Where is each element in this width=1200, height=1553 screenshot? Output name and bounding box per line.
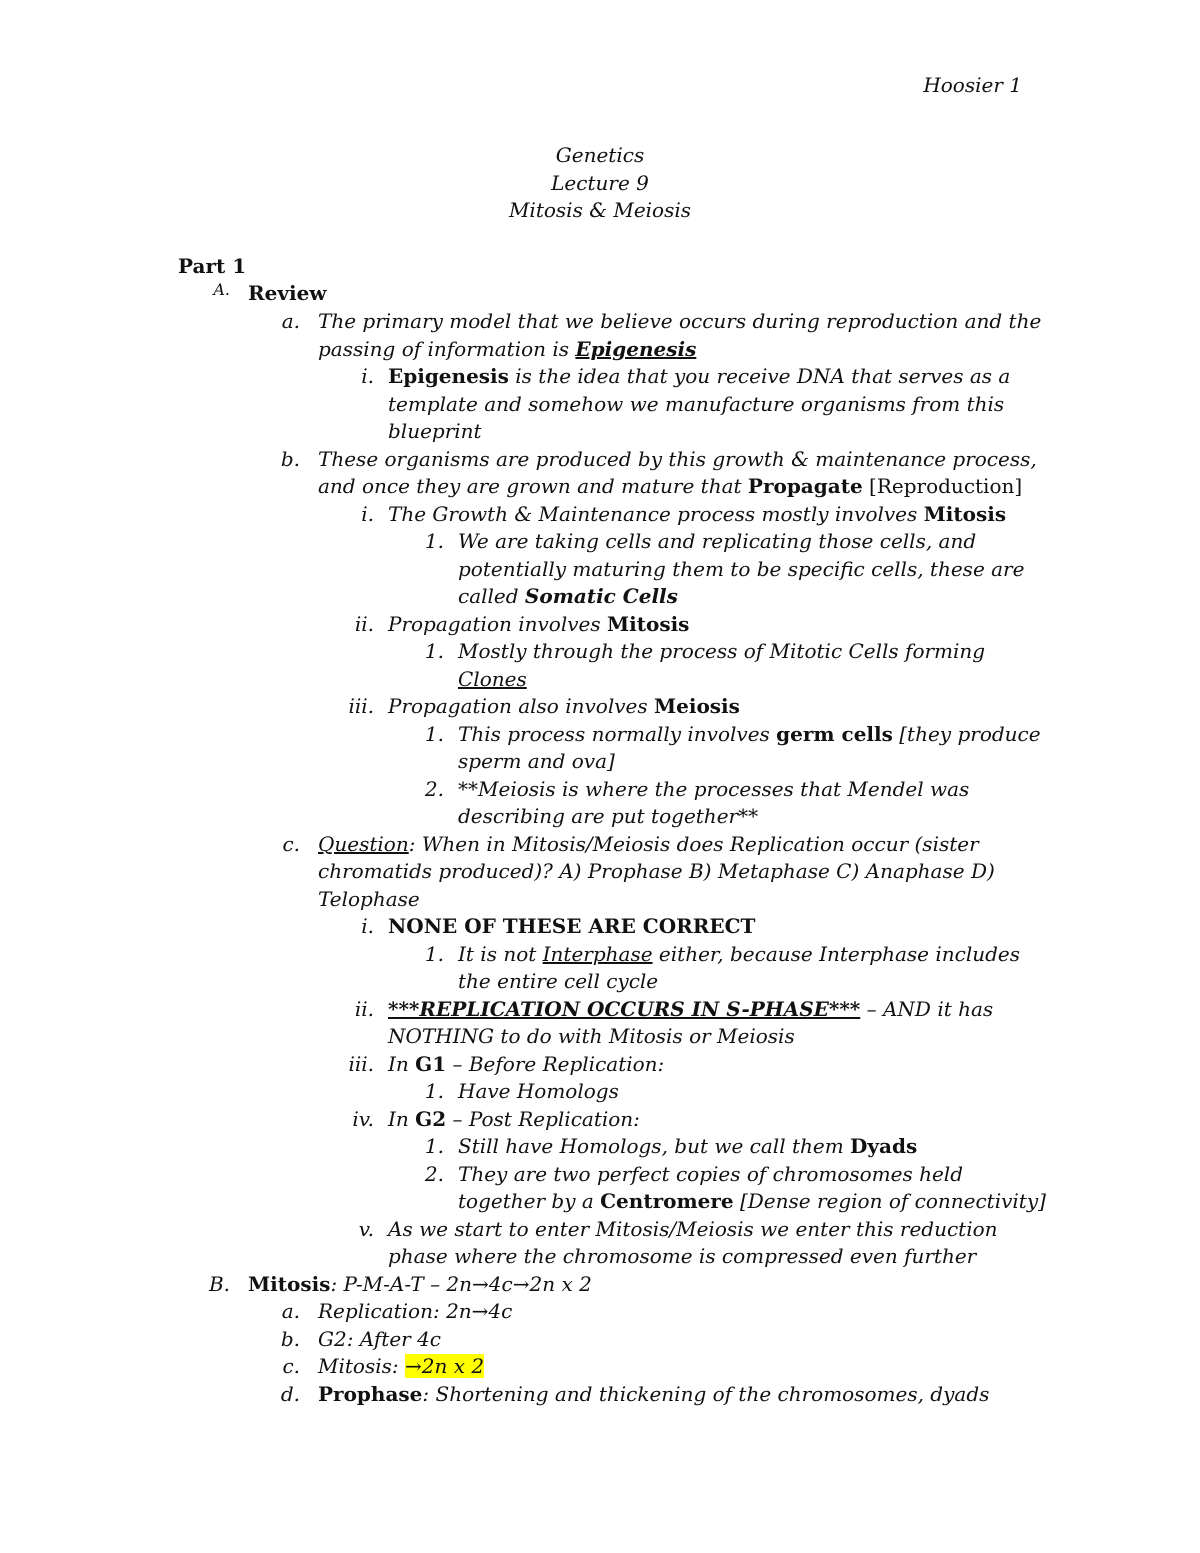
- outline-item: passing of information is Epigenesis: [318, 337, 697, 361]
- outline-marker: b.: [280, 1327, 300, 1351]
- section-heading: Review: [248, 281, 327, 305]
- outline-item: We are taking cells and replicating those cells, and: [458, 529, 977, 553]
- outline-marker: A.: [213, 280, 230, 299]
- outline-item: describing are put together**: [458, 804, 759, 828]
- part-heading: Part 1: [178, 254, 247, 278]
- outline-marker: v.: [358, 1217, 374, 1241]
- outline-item: In G2 – Post Replication:: [388, 1107, 640, 1131]
- outline-item: NOTHING to do with Mitosis or Meiosis: [388, 1024, 795, 1048]
- outline-marker: 1.: [424, 942, 444, 966]
- outline-item: These organisms are produced by this growth & maintenance process,: [318, 447, 1037, 471]
- highlighted-text: →2n x 2: [404, 1354, 485, 1378]
- outline-item: sperm and ova]: [458, 749, 615, 773]
- outline-marker: d.: [280, 1382, 300, 1406]
- outline-item: blueprint: [388, 419, 482, 443]
- outline-item: This process normally involves germ cells [they produce: [458, 722, 1041, 746]
- outline-marker: 1.: [424, 722, 444, 746]
- outline-marker: 1.: [424, 529, 444, 553]
- outline-item: ***REPLICATION OCCURS IN S-PHASE*** – AND it has: [388, 997, 994, 1021]
- outline-item: Mitosis: →2n x 2: [318, 1354, 485, 1378]
- outline-marker: c.: [282, 832, 300, 856]
- outline-item: Epigenesis is the idea that you receive DNA that serves as a: [388, 364, 1011, 388]
- outline-marker: 1.: [424, 1134, 444, 1158]
- outline-marker: iv.: [352, 1107, 374, 1131]
- outline-item: The primary model that we believe occurs during reproduction and the: [318, 309, 1042, 333]
- outline-marker: 2.: [424, 777, 444, 801]
- outline-marker: a.: [281, 1299, 300, 1323]
- outline-item: Telophase: [318, 887, 420, 911]
- outline-item: potentially maturing them to be specific cells, these are: [458, 557, 1025, 581]
- outline-marker: iii.: [348, 1052, 374, 1076]
- outline-marker: ii.: [354, 612, 374, 636]
- outline-item: and once they are grown and mature that Propagate [Reproduction]: [318, 474, 1023, 498]
- outline-marker: c.: [282, 1354, 300, 1378]
- outline-item: Still have Homologs, but we call them Dyads: [458, 1134, 918, 1158]
- outline-item: the entire cell cycle: [458, 969, 659, 993]
- outline-marker: 2.: [424, 1162, 444, 1186]
- outline-item: In G1 – Before Replication:: [388, 1052, 665, 1076]
- outline-item: called Somatic Cells: [458, 584, 678, 608]
- lecture-topic: Mitosis & Meiosis: [508, 198, 692, 222]
- page-header: Hoosier 1: [923, 73, 1022, 97]
- outline-item: Replication: 2n→4c: [318, 1299, 513, 1323]
- outline-item: phase where the chromosome is compressed even further: [388, 1244, 977, 1268]
- outline-item: Mostly through the process of Mitotic Cells forming: [458, 639, 986, 663]
- outline-marker: 1.: [424, 1079, 444, 1103]
- outline-item: Propagation also involves Meiosis: [388, 694, 740, 718]
- outline-item: Have Homologs: [458, 1079, 619, 1103]
- outline-item: template and somehow we manufacture organisms from this: [388, 392, 1005, 416]
- outline-item: G2: After 4c: [318, 1327, 442, 1351]
- outline-item: **Meiosis is where the processes that Mendel was: [458, 777, 970, 801]
- outline-marker: i.: [361, 502, 374, 526]
- course-title: Genetics: [555, 143, 645, 167]
- section-heading: Mitosis: P-M-A-T – 2n→4c→2n x 2: [248, 1272, 592, 1296]
- outline-item: chromatids produced)? A) Prophase B) Metaphase C) Anaphase D): [318, 859, 995, 883]
- outline-item: Prophase: Shortening and thickening of the chromosomes, dyads: [318, 1382, 990, 1406]
- lecture-number: Lecture 9: [551, 170, 649, 195]
- outline-marker: b.: [280, 447, 300, 471]
- title-block: [0, 142, 1200, 225]
- outline-marker: iii.: [348, 694, 374, 718]
- outline-item: As we start to enter Mitosis/Meiosis we enter this reduction: [388, 1217, 998, 1241]
- outline-item: Propagation involves Mitosis: [388, 612, 690, 636]
- outline-marker: i.: [361, 914, 374, 938]
- outline-item: The Growth & Maintenance process mostly involves Mitosis: [388, 502, 1007, 526]
- outline-item: They are two perfect copies of chromosomes held: [458, 1162, 964, 1186]
- outline-item: together by a Centromere [Dense region of connectivity]: [458, 1189, 1046, 1213]
- outline-marker: 1.: [424, 639, 444, 663]
- outline-item: It is not Interphase either, because Interphase includes: [458, 942, 1021, 966]
- outline-marker: i.: [361, 364, 374, 388]
- outline-item: NONE OF THESE ARE CORRECT: [388, 914, 756, 938]
- outline-marker: ii.: [354, 997, 374, 1021]
- outline-item: Clones: [458, 667, 527, 691]
- outline-marker: B.: [208, 1272, 230, 1296]
- outline-item: Question: When in Mitosis/Meiosis does Replication occur (sister: [318, 832, 979, 856]
- outline-marker: a.: [281, 309, 300, 333]
